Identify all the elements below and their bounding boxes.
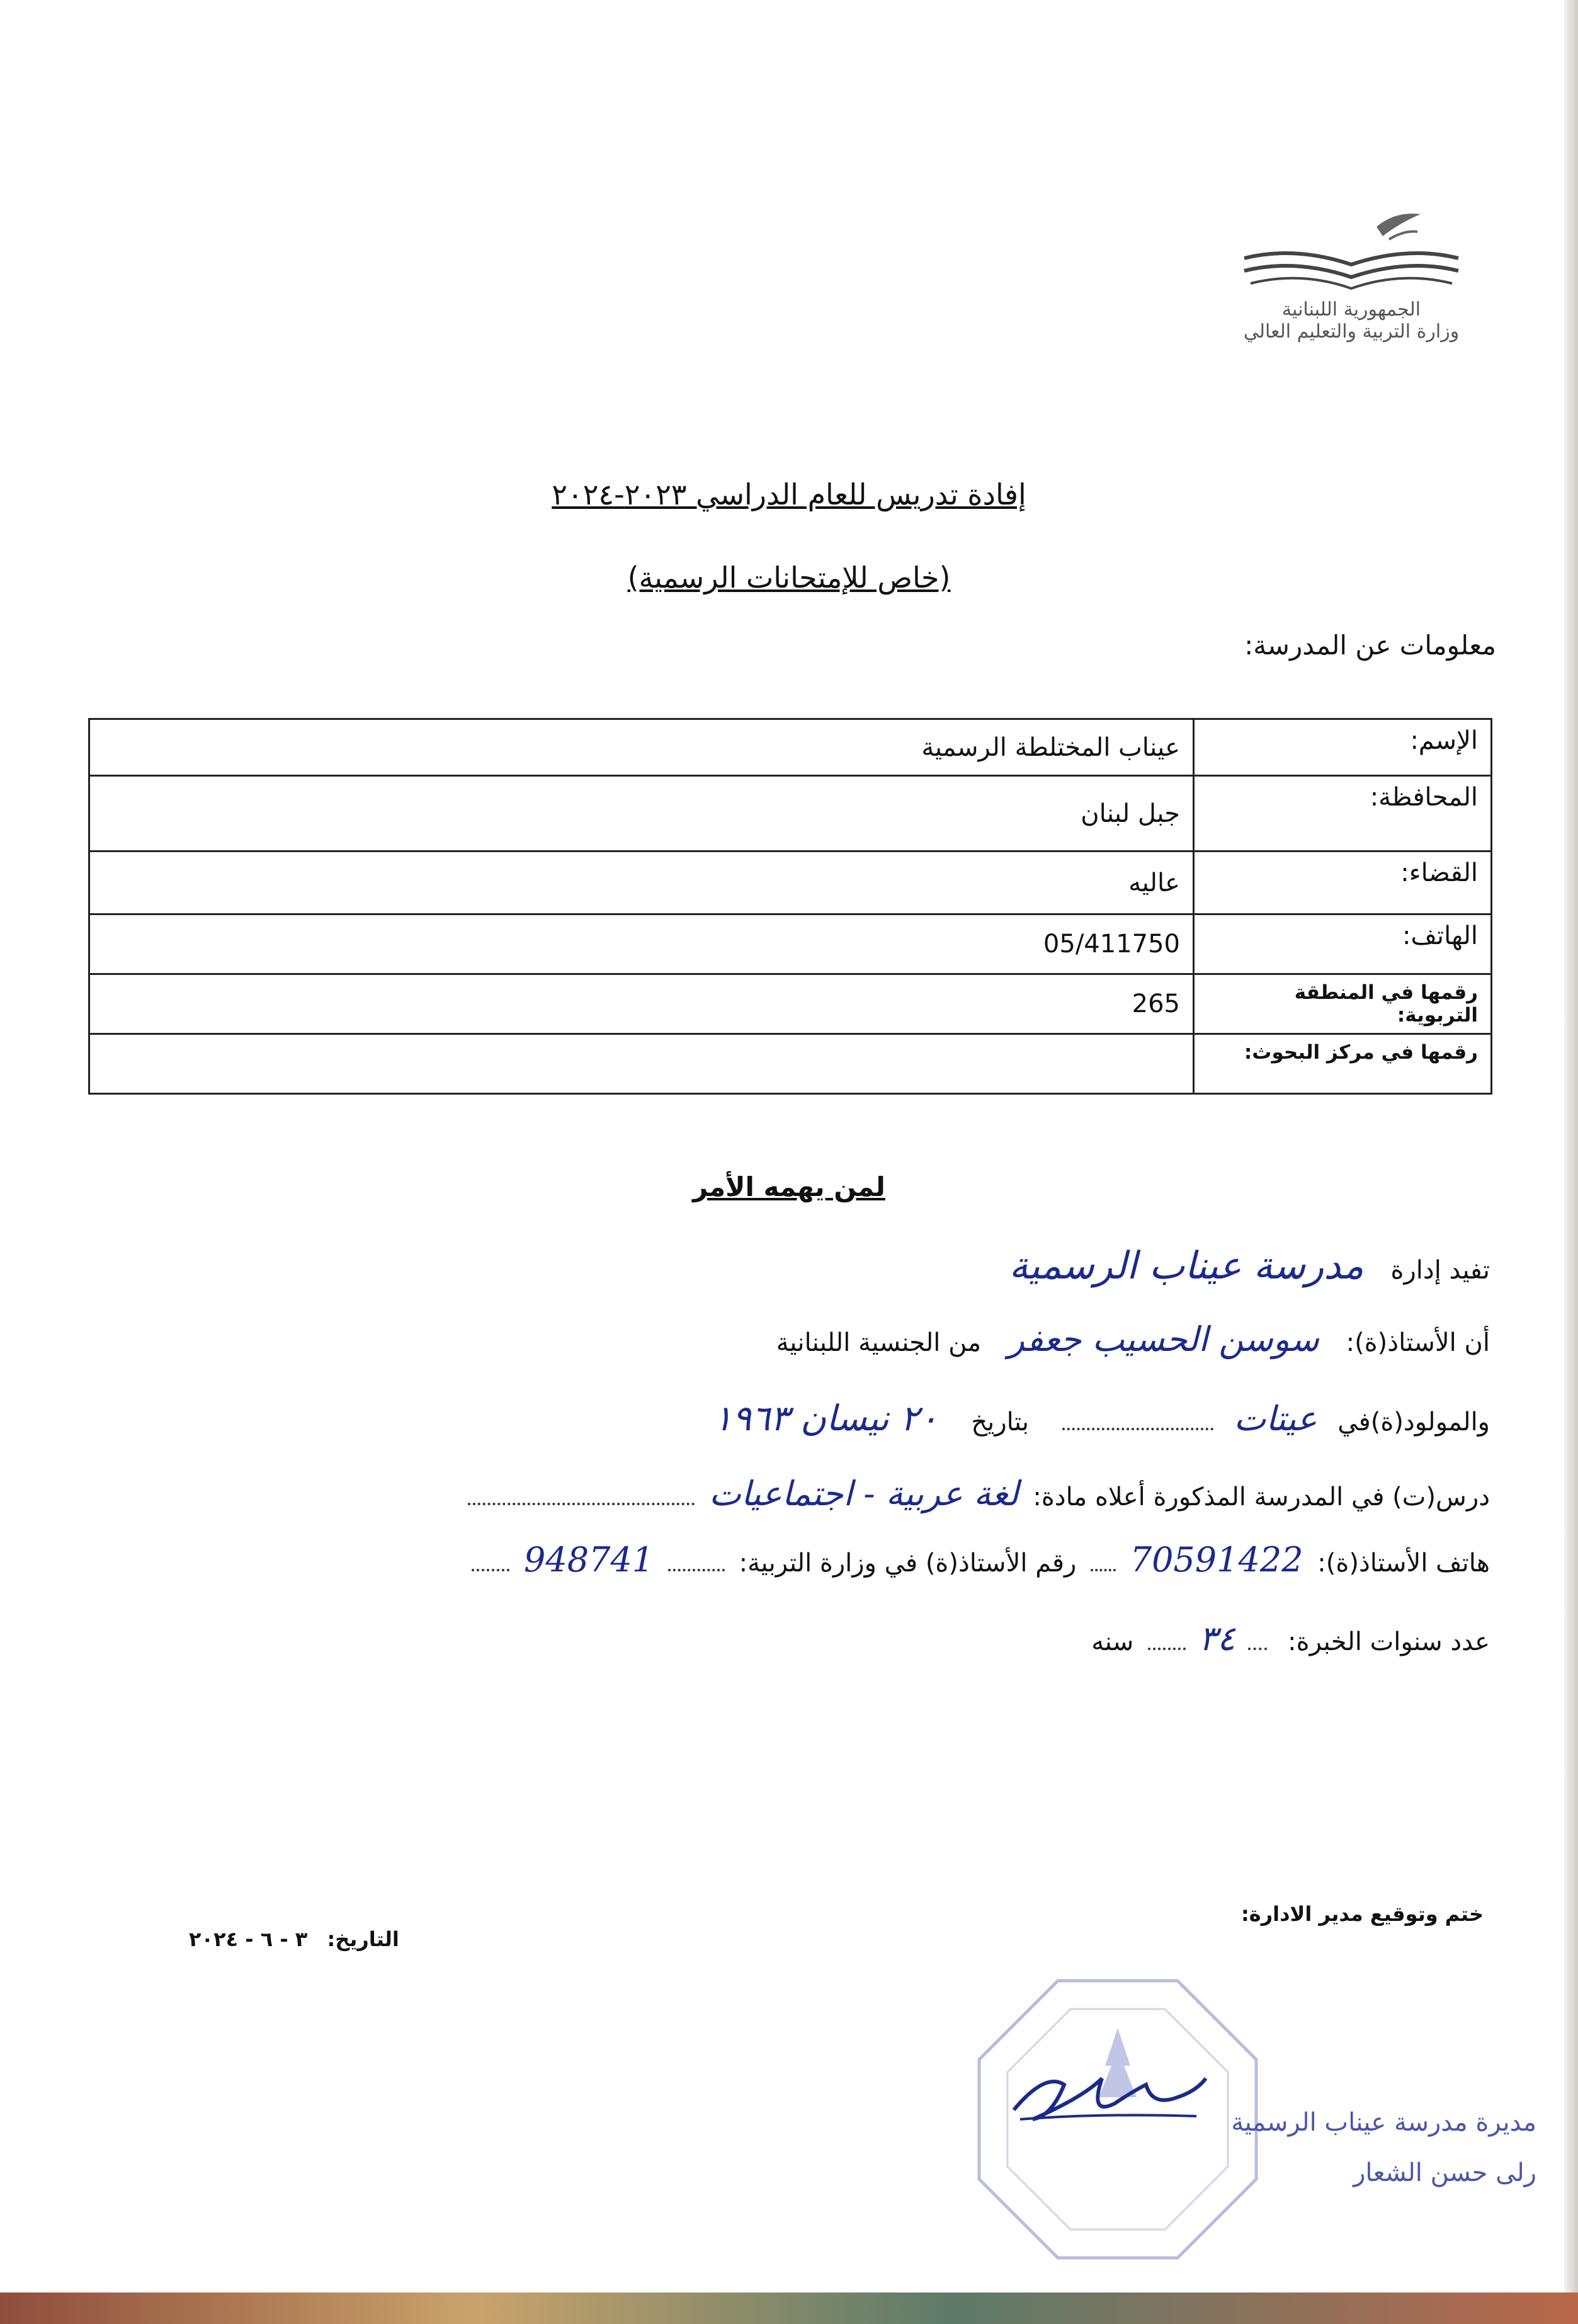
dotted-line [468, 1480, 695, 1505]
table-row [89, 719, 1492, 776]
table-row [89, 1034, 1492, 1094]
years-unit: سنه [1091, 1627, 1134, 1656]
teacher-label: أن الأستاذ(ة): [1346, 1328, 1490, 1357]
row-label: القضاء: [1194, 852, 1492, 914]
stamp-line-2: رلى حسن الشعار [1353, 2158, 1536, 2187]
body-line-5 [472, 1540, 1490, 1580]
table-row [89, 974, 1492, 1034]
to-whom-heading: لمن يهمه الأمر [693, 1171, 885, 1202]
dotted-line [1062, 1405, 1213, 1430]
born-in-label: والمولود(ة)في [1337, 1408, 1490, 1437]
row-label: رقمها في المنطقة التربوية: [1194, 974, 1492, 1034]
school-name-handwritten: مدرسة عيناب الرسمية [1009, 1244, 1364, 1288]
row-value: عاليه [89, 852, 1194, 914]
birthplace-handwritten: عيتات [1234, 1399, 1317, 1438]
dotted-line [1091, 1546, 1116, 1571]
row-label: رقمها في مركز البحوث: [1194, 1034, 1492, 1094]
administration-label: تفيد إدارة [1390, 1256, 1490, 1285]
row-label: الهاتف: [1194, 914, 1492, 974]
body-line-3 [713, 1398, 1490, 1439]
teacher-phone-label: هاتف الأستاذ(ة): [1317, 1549, 1490, 1578]
letterhead-line2: وزارة التربية والتعليم العالي [1243, 321, 1460, 343]
row-value: جبل لبنان [89, 776, 1194, 852]
stamp-line-1: مديرة مدرسة عيناب الرسمية [1231, 2108, 1536, 2137]
table-row [89, 776, 1492, 852]
dotted-line [472, 1546, 509, 1571]
date-block [189, 1927, 399, 1951]
ministry-number-label: رقم الأستاذ(ة) في وزارة التربية: [739, 1549, 1077, 1578]
school-info-label: معلومات عن المدرسة: [1244, 630, 1496, 661]
teacher-name-handwritten: سوسن الحسيب جعفر [1008, 1319, 1319, 1359]
paper-edge [1564, 0, 1578, 2324]
dotted-line [1248, 1625, 1267, 1650]
document-subtitle: (خاص للإمتحانات الرسمية) [627, 561, 951, 595]
row-value: عيناب المختلطة الرسمية [89, 719, 1194, 776]
row-value: 05/411750 [89, 914, 1194, 974]
row-label: الإسم: [1194, 719, 1492, 776]
letterhead-line1: الجمهورية اللبنانية [1281, 299, 1421, 321]
body-line-4 [468, 1474, 1490, 1513]
book-logo-icon [1232, 208, 1471, 296]
ministry-number-handwritten: 948741 [524, 1540, 654, 1580]
principal-signature [1008, 2059, 1209, 2129]
row-label: المحافظة: [1194, 776, 1492, 852]
footer-date-value: ٣ - ٦ - ٢٠٢٤ [189, 1927, 308, 1951]
nationality-text: من الجنسية اللبنانية [776, 1328, 982, 1357]
ministry-logo [1219, 208, 1484, 372]
table-row [89, 852, 1492, 914]
footer-date-label: التاريخ: [327, 1927, 399, 1951]
background-strip [0, 2293, 1578, 2324]
document-title: إفادة تدريس للعام الدراسي ٢٠٢٣-٢٠٢٤ [552, 477, 1026, 511]
principal-signature-label: ختم وتوقيع مدير الادارة: [1241, 1902, 1484, 1926]
stamp-text [1231, 2097, 1536, 2198]
subject-label: درس(ت) في المدرسة المذكورة أعلاه مادة: [1033, 1483, 1490, 1512]
dotted-line [1148, 1625, 1186, 1650]
dotted-line [668, 1546, 725, 1571]
body-line-6 [1091, 1619, 1490, 1658]
birthdate-handwritten: ٢٠ نيسان ١٩٦٣ [713, 1398, 938, 1439]
row-value [89, 1034, 1194, 1094]
body-line-1 [1009, 1244, 1490, 1288]
body-line-2 [776, 1319, 1490, 1359]
subjects-handwritten: لغة عربية - اجتماعيات [709, 1474, 1019, 1513]
experience-label: عدد سنوات الخبرة: [1288, 1627, 1490, 1656]
table-row [89, 914, 1492, 974]
row-value: 265 [89, 974, 1194, 1034]
years-handwritten: ٣٤ [1198, 1619, 1235, 1658]
teacher-phone-handwritten: 70591422 [1130, 1540, 1303, 1580]
school-info-table [88, 718, 1492, 1095]
date-label: بتاريخ [971, 1408, 1030, 1437]
